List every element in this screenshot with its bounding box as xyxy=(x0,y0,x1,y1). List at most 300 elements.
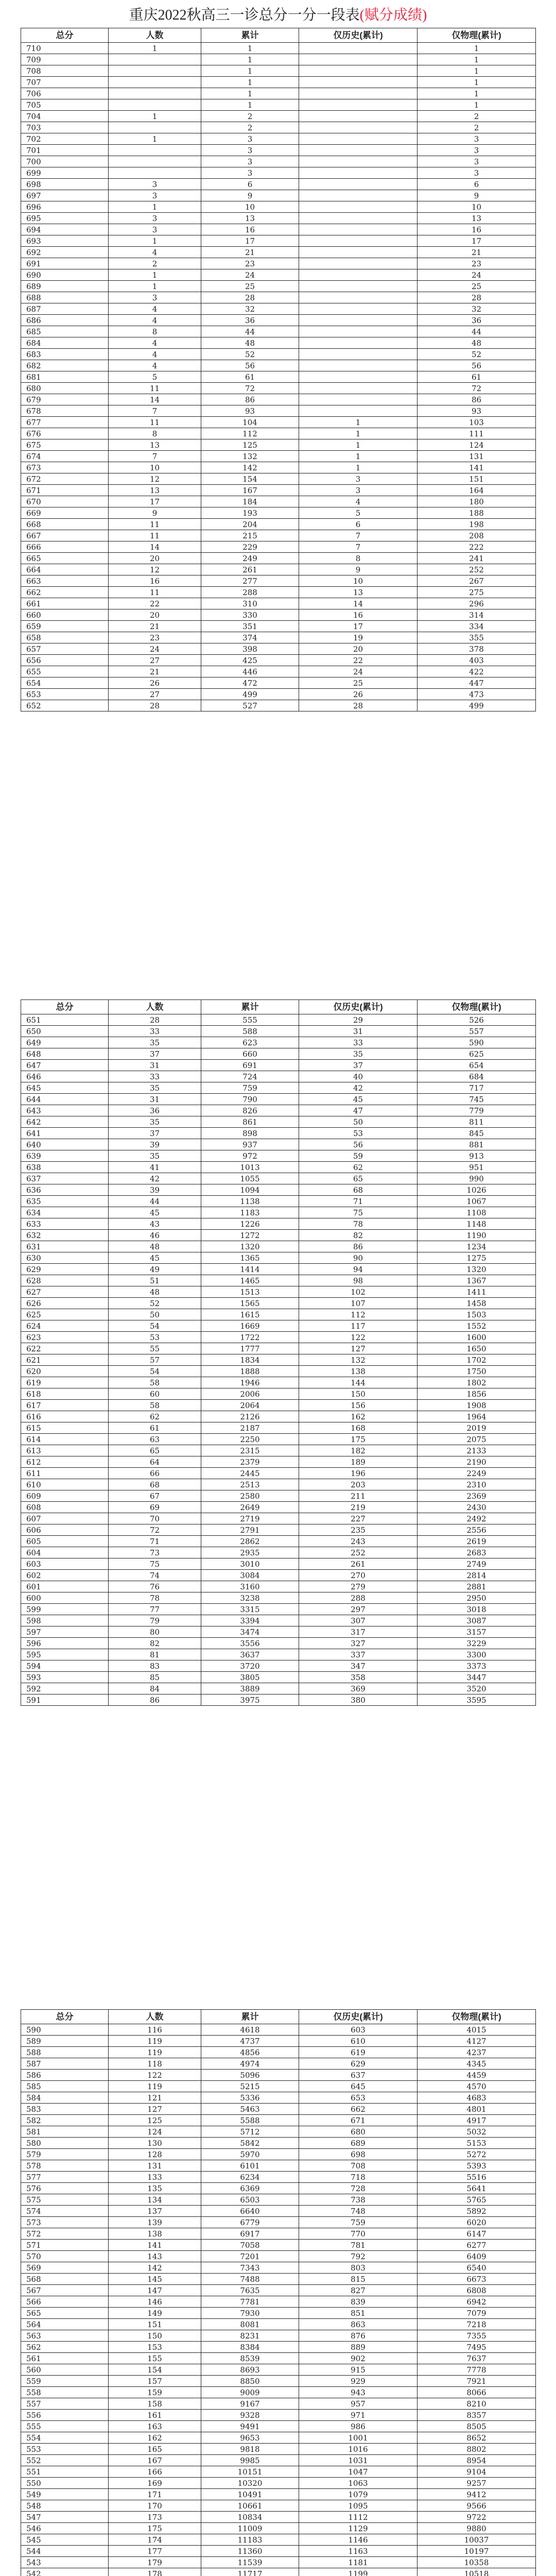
table-cell: 4 xyxy=(299,496,418,507)
table-cell: 138 xyxy=(299,1366,418,1377)
table-cell: 694 xyxy=(21,224,109,235)
column-header: 仅历史(累计) xyxy=(299,2010,418,2024)
table-cell xyxy=(299,43,418,54)
table-row xyxy=(21,1320,536,1332)
table-cell: 1095 xyxy=(299,2500,418,2512)
table-cell: 165 xyxy=(109,2444,201,2455)
table-row xyxy=(21,700,536,711)
table-cell: 48 xyxy=(201,337,299,349)
table-cell: 337 xyxy=(299,1649,418,1660)
table-cell: 61 xyxy=(201,371,299,383)
table-row xyxy=(21,1468,536,1479)
table-cell: 124 xyxy=(109,2126,201,2138)
table-row xyxy=(21,2217,536,2228)
table-cell: 132 xyxy=(201,451,299,462)
table-cell: 2862 xyxy=(201,1536,299,1547)
table-row xyxy=(21,383,536,394)
table-cell: 3 xyxy=(201,145,299,156)
score-table-block-1 xyxy=(21,28,535,711)
table-cell xyxy=(299,156,418,167)
table-cell: 1722 xyxy=(201,1332,299,1343)
table-cell: 2250 xyxy=(201,1434,299,1445)
table-cell: 2126 xyxy=(201,1411,299,1422)
table-cell: 1908 xyxy=(418,1400,536,1411)
table-cell: 81 xyxy=(109,1649,201,1660)
table-row xyxy=(21,2568,536,2576)
table-cell: 314 xyxy=(418,609,536,621)
table-row xyxy=(21,145,536,156)
table-cell xyxy=(109,54,201,65)
table-cell: 358 xyxy=(299,1672,418,1683)
table-row xyxy=(21,666,536,677)
table-row xyxy=(21,1116,536,1128)
table-cell: 661 xyxy=(21,598,109,609)
table-cell: 28 xyxy=(299,700,418,711)
table-cell: 601 xyxy=(21,1581,109,1592)
table-cell: 71 xyxy=(109,1536,201,1547)
table-cell: 3 xyxy=(109,190,201,201)
table-row xyxy=(21,1094,536,1105)
table-cell: 2379 xyxy=(201,1456,299,1468)
table-row xyxy=(21,439,536,451)
table-cell xyxy=(299,326,418,337)
table-cell: 10661 xyxy=(201,2500,299,2512)
table-cell: 603 xyxy=(299,2024,418,2036)
table-cell: 1503 xyxy=(418,1309,536,1320)
table-cell: 68 xyxy=(299,1184,418,1196)
table-cell: 72 xyxy=(418,383,536,394)
table-row xyxy=(21,1479,536,1490)
column-header: 仅物理(累计) xyxy=(418,28,536,43)
table-row xyxy=(21,1570,536,1581)
table-cell: 141 xyxy=(418,462,536,473)
table-cell: 12 xyxy=(109,564,201,575)
table-cell xyxy=(299,349,418,360)
table-cell: 689 xyxy=(21,281,109,292)
table-cell xyxy=(299,201,418,213)
table-cell: 166 xyxy=(109,2466,201,2478)
table-row xyxy=(21,2228,536,2240)
table-cell: 184 xyxy=(201,496,299,507)
table-row xyxy=(21,1366,536,1377)
table-cell: 622 xyxy=(21,1343,109,1354)
table-row xyxy=(21,1343,536,1354)
table-row xyxy=(21,2285,536,2296)
column-header: 仅历史(累计) xyxy=(299,1000,418,1014)
table-cell: 7218 xyxy=(418,2319,536,2330)
table-cell: 553 xyxy=(21,2444,109,2455)
table-cell: 139 xyxy=(109,2217,201,2228)
table-cell: 6 xyxy=(418,179,536,190)
table-cell: 1367 xyxy=(418,1275,536,1286)
table-cell: 22 xyxy=(109,598,201,609)
table-cell: 1 xyxy=(109,111,201,122)
table-cell: 566 xyxy=(21,2296,109,2308)
table-row xyxy=(21,1502,536,1513)
table-cell: 252 xyxy=(299,1547,418,1558)
table-cell: 241 xyxy=(418,553,536,564)
table-cell: 9104 xyxy=(418,2466,536,2478)
table-cell: 13 xyxy=(418,213,536,224)
table-cell: 4 xyxy=(109,303,201,315)
table-cell: 104 xyxy=(201,417,299,428)
table-row xyxy=(21,677,536,689)
table-cell: 596 xyxy=(21,1638,109,1649)
table-cell: 35 xyxy=(109,1116,201,1128)
table-row xyxy=(21,2036,536,2047)
table-cell: 32 xyxy=(201,303,299,315)
table-cell: 565 xyxy=(21,2308,109,2319)
table-cell: 4 xyxy=(109,315,201,326)
table-cell: 602 xyxy=(21,1570,109,1581)
table-cell: 378 xyxy=(418,643,536,655)
table-cell: 8 xyxy=(109,428,201,439)
table-cell: 46 xyxy=(109,1230,201,1241)
table-cell: 267 xyxy=(418,575,536,587)
table-cell: 8505 xyxy=(418,2421,536,2432)
table-cell: 8954 xyxy=(418,2455,536,2466)
table-cell: 1234 xyxy=(418,1241,536,1252)
table-cell: 972 xyxy=(201,1150,299,1162)
table-row xyxy=(21,1649,536,1660)
table-row xyxy=(21,2172,536,2183)
table-cell: 127 xyxy=(299,1343,418,1354)
table-cell: 9412 xyxy=(418,2489,536,2500)
table-cell: 20 xyxy=(299,643,418,655)
table-cell: 681 xyxy=(21,371,109,383)
table-cell: 135 xyxy=(109,2183,201,2194)
table-cell: 80 xyxy=(109,1626,201,1638)
table-cell: 526 xyxy=(418,1014,536,1026)
table-cell: 4 xyxy=(109,349,201,360)
table-cell: 177 xyxy=(109,2546,201,2557)
table-cell: 612 xyxy=(21,1456,109,1468)
table-cell: 222 xyxy=(418,541,536,553)
table-cell xyxy=(299,292,418,303)
table-cell: 556 xyxy=(21,2410,109,2421)
table-cell: 119 xyxy=(109,2047,201,2058)
table-cell: 6808 xyxy=(418,2285,536,2296)
table-cell: 2649 xyxy=(201,1502,299,1513)
table-row xyxy=(21,2149,536,2160)
table-cell: 704 xyxy=(21,111,109,122)
table-cell: 7921 xyxy=(418,2376,536,2387)
table-row xyxy=(21,1275,536,1286)
table-cell: 613 xyxy=(21,1445,109,1456)
table-cell: 659 xyxy=(21,621,109,632)
table-cell: 8 xyxy=(109,326,201,337)
table-row xyxy=(21,2342,536,2353)
table-row xyxy=(21,292,536,303)
table-cell xyxy=(109,88,201,99)
table-cell xyxy=(299,77,418,88)
table-cell: 1465 xyxy=(201,1275,299,1286)
table-row xyxy=(21,1026,536,1037)
table-cell: 4 xyxy=(109,360,201,371)
table-cell: 703 xyxy=(21,122,109,133)
table-row xyxy=(21,2489,536,2500)
table-cell: 7635 xyxy=(201,2285,299,2296)
table-cell: 2315 xyxy=(201,1445,299,1456)
table-cell: 8066 xyxy=(418,2387,536,2398)
table-row xyxy=(21,1139,536,1150)
table-row xyxy=(21,553,536,564)
table-cell: 7079 xyxy=(418,2308,536,2319)
table-row xyxy=(21,405,536,417)
table-cell: 29 xyxy=(299,1014,418,1026)
table-cell: 1275 xyxy=(418,1252,536,1264)
table-cell: 1272 xyxy=(201,1230,299,1241)
table-cell: 545 xyxy=(21,2534,109,2546)
table-cell: 37 xyxy=(109,1128,201,1139)
table-row xyxy=(21,1173,536,1184)
table-cell: 173 xyxy=(109,2512,201,2523)
table-cell: 1320 xyxy=(418,1264,536,1275)
table-cell: 28 xyxy=(418,292,536,303)
table-cell: 3315 xyxy=(201,1604,299,1615)
table-cell: 1458 xyxy=(418,1298,536,1309)
table-cell: 17 xyxy=(201,235,299,247)
table-cell: 10 xyxy=(418,201,536,213)
table-cell: 9257 xyxy=(418,2478,536,2489)
table-cell: 3556 xyxy=(201,1638,299,1649)
table-cell: 5970 xyxy=(201,2149,299,2160)
table-cell: 629 xyxy=(299,2058,418,2070)
table-row xyxy=(21,65,536,77)
table-cell: 651 xyxy=(21,1014,109,1026)
table-row xyxy=(21,1196,536,1207)
table-cell: 647 xyxy=(21,1060,109,1071)
table-cell: 1079 xyxy=(299,2489,418,2500)
table-cell: 2749 xyxy=(418,1558,536,1570)
table-cell xyxy=(299,190,418,201)
table-cell: 624 xyxy=(21,1320,109,1332)
table-cell: 902 xyxy=(299,2353,418,2364)
table-cell: 569 xyxy=(21,2262,109,2274)
table-cell: 52 xyxy=(418,349,536,360)
table-cell: 617 xyxy=(21,1400,109,1411)
table-cell: 1365 xyxy=(201,1252,299,1264)
table-cell: 26 xyxy=(109,677,201,689)
table-cell: 3157 xyxy=(418,1626,536,1638)
table-cell xyxy=(299,394,418,405)
table-cell: 8802 xyxy=(418,2444,536,2455)
column-header: 累计 xyxy=(201,1000,299,1014)
table-cell: 151 xyxy=(109,2319,201,2330)
table-cell: 642 xyxy=(21,1116,109,1128)
table-cell: 171 xyxy=(109,2489,201,2500)
table-cell: 1094 xyxy=(201,1184,299,1196)
table-cell: 605 xyxy=(21,1536,109,1547)
table-cell: 10491 xyxy=(201,2489,299,2500)
table-cell: 90 xyxy=(299,1252,418,1264)
table-cell: 66 xyxy=(109,1468,201,1479)
table-cell: 11 xyxy=(109,519,201,530)
table-cell: 327 xyxy=(299,1638,418,1649)
table-cell: 45 xyxy=(109,1252,201,1264)
table-cell: 11183 xyxy=(201,2534,299,2546)
column-header: 仅物理(累计) xyxy=(418,1000,536,1014)
table-cell: 1 xyxy=(109,43,201,54)
table-cell: 447 xyxy=(418,677,536,689)
table-cell: 863 xyxy=(299,2319,418,2330)
table-row xyxy=(21,111,536,122)
table-cell: 621 xyxy=(21,1354,109,1366)
table-cell: 44 xyxy=(201,326,299,337)
table-cell: 56 xyxy=(299,1139,418,1150)
table-cell: 676 xyxy=(21,428,109,439)
table-cell: 60 xyxy=(109,1388,201,1400)
table-cell: 3394 xyxy=(201,1615,299,1626)
table-cell: 9653 xyxy=(201,2432,299,2444)
table-row xyxy=(21,2330,536,2342)
table-cell: 590 xyxy=(418,1037,536,1048)
table-cell: 1226 xyxy=(201,1218,299,1230)
table-row xyxy=(21,1411,536,1422)
table-cell: 1 xyxy=(418,77,536,88)
table-cell: 10197 xyxy=(418,2546,536,2557)
table-cell: 52 xyxy=(109,1298,201,1309)
table-cell: 3805 xyxy=(201,1672,299,1683)
table-cell: 6369 xyxy=(201,2183,299,2194)
table-cell xyxy=(299,99,418,111)
table-cell: 42 xyxy=(109,1173,201,1184)
table-cell xyxy=(299,303,418,315)
table-cell: 1013 xyxy=(201,1162,299,1173)
table-cell: 8539 xyxy=(201,2353,299,2364)
table-cell: 1552 xyxy=(418,1320,536,1332)
table-cell: 3889 xyxy=(201,1683,299,1694)
table-cell: 20 xyxy=(109,553,201,564)
table-row xyxy=(21,2070,536,2081)
table-cell: 48 xyxy=(109,1286,201,1298)
table-row xyxy=(21,2455,536,2466)
table-cell: 9818 xyxy=(201,2444,299,2455)
table-cell: 3 xyxy=(201,167,299,179)
table-cell: 473 xyxy=(418,689,536,700)
table-cell: 39 xyxy=(109,1184,201,1196)
table-cell: 193 xyxy=(201,507,299,519)
table-cell: 3 xyxy=(201,133,299,145)
table-cell: 644 xyxy=(21,1094,109,1105)
table-cell: 3373 xyxy=(418,1660,536,1672)
table-cell: 75 xyxy=(109,1558,201,1570)
table-row xyxy=(21,201,536,213)
table-cell: 204 xyxy=(201,519,299,530)
table-cell xyxy=(299,337,418,349)
table-cell: 142 xyxy=(201,462,299,473)
table-row xyxy=(21,2500,536,2512)
table-cell: 728 xyxy=(299,2183,418,2194)
table-cell: 56 xyxy=(418,360,536,371)
table-cell: 9985 xyxy=(201,2455,299,2466)
table-cell: 610 xyxy=(299,2036,418,2047)
table-cell: 898 xyxy=(201,1128,299,1139)
table-cell: 125 xyxy=(201,439,299,451)
table-cell: 4570 xyxy=(418,2081,536,2092)
table-cell: 687 xyxy=(21,303,109,315)
table-cell: 779 xyxy=(418,1105,536,1116)
table-cell: 17 xyxy=(418,235,536,247)
table-cell: 656 xyxy=(21,655,109,666)
table-cell: 119 xyxy=(109,2081,201,2092)
table-cell: 112 xyxy=(201,428,299,439)
table-row xyxy=(21,1513,536,1524)
table-cell: 62 xyxy=(109,1411,201,1422)
table-row xyxy=(21,1150,536,1162)
table-cell: 50 xyxy=(109,1309,201,1320)
table-cell: 677 xyxy=(21,417,109,428)
table-cell: 2513 xyxy=(201,1479,299,1490)
table-cell: 261 xyxy=(299,1558,418,1570)
table-cell: 666 xyxy=(21,541,109,553)
table-cell: 374 xyxy=(201,632,299,643)
table-cell: 1888 xyxy=(201,1366,299,1377)
table-cell: 49 xyxy=(109,1264,201,1275)
table-row xyxy=(21,1422,536,1434)
table-row xyxy=(21,1048,536,1060)
table-cell xyxy=(299,371,418,383)
table-cell: 65 xyxy=(109,1445,201,1456)
table-cell: 2369 xyxy=(418,1490,536,1502)
table-cell: 555 xyxy=(201,1014,299,1026)
table-cell: 563 xyxy=(21,2330,109,2342)
table-cell: 588 xyxy=(21,2047,109,2058)
table-cell: 227 xyxy=(299,1513,418,1524)
table-cell: 9167 xyxy=(201,2398,299,2410)
table-cell: 57 xyxy=(109,1354,201,1366)
table-cell: 657 xyxy=(21,643,109,655)
table-cell: 544 xyxy=(21,2546,109,2557)
table-cell: 275 xyxy=(418,587,536,598)
table-row xyxy=(21,1264,536,1275)
table-cell: 559 xyxy=(21,2376,109,2387)
table-cell: 86 xyxy=(109,1694,201,1706)
table-cell: 2556 xyxy=(418,1524,536,1536)
table-cell: 6942 xyxy=(418,2296,536,2308)
table-row xyxy=(21,1672,536,1683)
table-cell xyxy=(109,145,201,156)
table-row xyxy=(21,1547,536,1558)
table-cell: 643 xyxy=(21,1105,109,1116)
table-cell: 682 xyxy=(21,360,109,371)
table-row xyxy=(21,1388,536,1400)
table-cell: 1031 xyxy=(299,2455,418,2466)
table-cell: 47 xyxy=(299,1105,418,1116)
table-cell: 585 xyxy=(21,2081,109,2092)
table-cell: 543 xyxy=(21,2557,109,2568)
table-cell: 203 xyxy=(299,1479,418,1490)
table-cell: 549 xyxy=(21,2489,109,2500)
table-row xyxy=(21,258,536,269)
table-cell: 6540 xyxy=(418,2262,536,2274)
table-row xyxy=(21,213,536,224)
table-cell: 7 xyxy=(299,530,418,541)
table-row xyxy=(21,1638,536,1649)
table-cell: 679 xyxy=(21,394,109,405)
table-cell: 98 xyxy=(299,1275,418,1286)
table-cell: 610 xyxy=(21,1479,109,1490)
table-cell: 45 xyxy=(109,1207,201,1218)
table-cell: 42 xyxy=(299,1082,418,1094)
table-cell: 629 xyxy=(21,1264,109,1275)
table-cell: 36 xyxy=(201,315,299,326)
table-row xyxy=(21,315,536,326)
table-cell: 93 xyxy=(418,405,536,417)
table-cell: 16 xyxy=(201,224,299,235)
table-row xyxy=(21,507,536,519)
table-cell: 696 xyxy=(21,201,109,213)
